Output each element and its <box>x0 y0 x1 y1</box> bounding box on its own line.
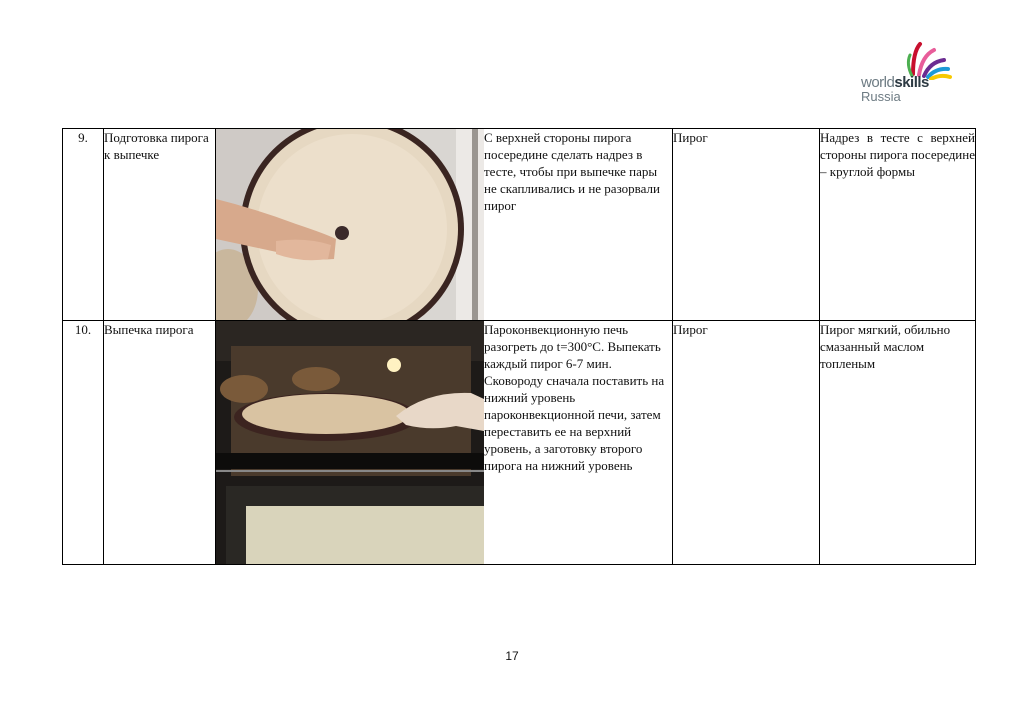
logo-word-skills: skills <box>894 74 929 91</box>
row-number: 9. <box>63 129 104 321</box>
step-photo <box>216 321 484 565</box>
step-name: Выпечка пирога <box>104 321 216 565</box>
step-instruction: С верхней стороны пирога посередине сделать надрез в тесте, чтобы при выпечке пары не скапливались и не разорвали пирог <box>484 129 673 321</box>
page-number: 17 <box>505 649 519 663</box>
technology-steps-table <box>62 128 976 565</box>
logo-word-world: world <box>861 74 895 91</box>
product-name: Пирог <box>673 321 820 565</box>
quality-requirement: Надрез в тесте с верхней стороны пирога посередине – круглой формы <box>820 129 976 321</box>
logo-word-russia: Russia <box>861 89 901 104</box>
table-row <box>63 129 976 321</box>
pie-dough-photo <box>216 129 484 320</box>
oven-photo <box>216 321 484 564</box>
row-number: 10. <box>63 321 104 565</box>
table-row <box>63 321 976 565</box>
quality-requirement: Пирог мягкий, обильно смазанный маслом топленым <box>820 321 976 565</box>
step-instruction: Пароконвекционную печь разогреть до t=300°C. Выпекать каждый пирог 6-7 мин. Сковороду сначала поставить на нижний уровень пароконвекционной печи, затем переставить ее на верхний уровень, а заготовку второго пирога на нижний уровень <box>484 321 673 565</box>
product-name: Пирог <box>673 129 820 321</box>
worldskills-logo <box>858 40 958 114</box>
step-name: Подготовка пирога к выпечке <box>104 129 216 321</box>
step-photo <box>216 129 484 321</box>
